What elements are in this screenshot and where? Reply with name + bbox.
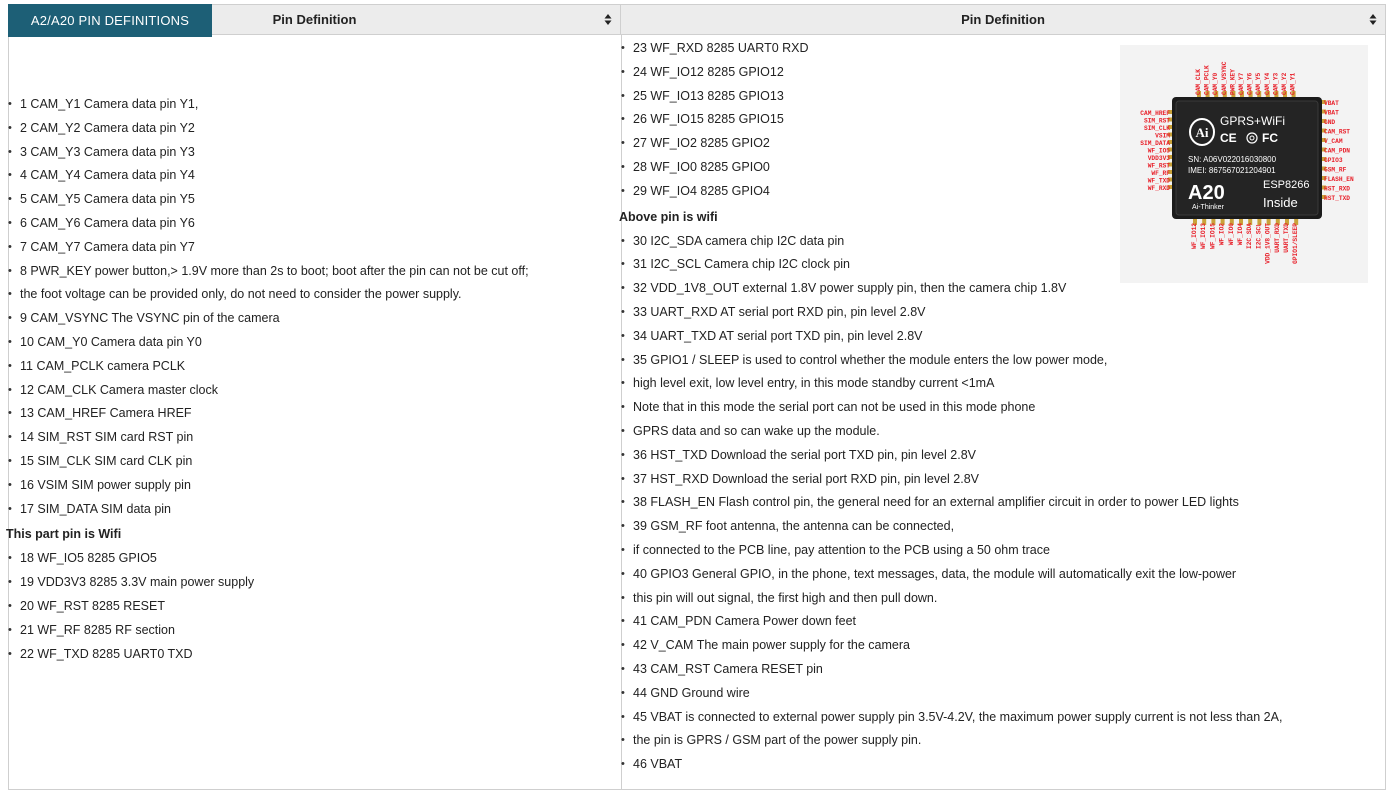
sort-icon[interactable] [1369, 13, 1377, 26]
list-item: • 27 WF_IO2 8285 GPIO2 [619, 132, 1282, 156]
pin-label: HST_TXD [1324, 195, 1350, 202]
pin-label: VSIM [1155, 132, 1170, 140]
column-header-right-label: Pin Definition [961, 12, 1045, 27]
pin-label: CAM_CLK [1195, 69, 1202, 95]
list-item: • 30 I2C_SDA camera chip I2C data pin [619, 230, 1282, 254]
pin-label: CAM_Y6 [1246, 72, 1254, 95]
chip-diagram [1120, 45, 1368, 283]
pin-label: WF_RXD [1147, 185, 1170, 192]
tab-label-text: A2/A20 PIN DEFINITIONS [30, 13, 190, 28]
list-item: • 38 FLASH_EN Flash control pin, the general need for an external amplifier circuit in order to power LED lights [619, 491, 1282, 515]
pin-label: CAM_PDN [1324, 147, 1350, 155]
list-item: • 22 WF_TXD 8285 UART0 TXD [6, 643, 529, 667]
pin-label: CAM_PCLK [1203, 65, 1211, 95]
list-item: • 26 WF_IO15 8285 GPIO15 [619, 108, 1282, 132]
list-item: • 35 GPIO1 / SLEEP is used to control whether the module enters the low power mode, [619, 349, 1282, 373]
list-item: • 44 GND Ground wire [619, 682, 1282, 706]
pin-label: VBAT [1324, 109, 1339, 117]
pin-label: WF_IO4 [1237, 223, 1244, 246]
pin-label: UART_TXD [1283, 223, 1290, 253]
list-item: • 3 CAM_Y3 Camera data pin Y3 [6, 141, 529, 165]
list-item: • 42 V_CAM The main power supply for the camera [619, 634, 1282, 658]
list-item: • 5 CAM_Y5 Camera data pin Y5 [6, 188, 529, 212]
list-item: • 10 CAM_Y0 Camera data pin Y0 [6, 331, 529, 355]
list-item: • 36 HST_TXD Download the serial port TXD pin, pin level 2.8V [619, 444, 1282, 468]
section-heading-wifi: This part pin is Wifi [6, 527, 122, 542]
pin-label: WF_IO2 [1218, 223, 1226, 246]
pin-label: V_CAM [1324, 138, 1343, 145]
table-header [9, 5, 1385, 35]
chip-imei-text: IMEI: 867567021204901 [1188, 166, 1276, 175]
section-heading-above-wifi: Above pin is wifi [619, 209, 718, 224]
list-item: • 25 WF_IO13 8285 GPIO13 [619, 85, 1282, 109]
pin-label: CAM_HREF [1140, 110, 1170, 117]
pin-label: SIM_CLK [1144, 125, 1170, 132]
list-item: • high level exit, low level entry, in this mode standby current <1mA [619, 372, 1282, 396]
left-pin-list-part-b [6, 547, 529, 666]
list-item: • 43 CAM_RST Camera RESET pin [619, 658, 1282, 682]
list-item: • the pin is GPRS / GSM part of the power supply pin. [619, 729, 1282, 753]
pin-label: WF_RF [1151, 170, 1170, 177]
list-item: • 1 CAM_Y1 Camera data pin Y1, [6, 93, 529, 117]
list-item: • 18 WF_IO5 8285 GPIO5 [6, 547, 529, 571]
list-item: • 37 HST_RXD Download the serial port RXD pin, pin level 2.8V [619, 468, 1282, 492]
pin-label: VBAT [1324, 100, 1339, 107]
column-header-left-label: Pin Definition [272, 12, 357, 27]
list-item: • GPRS data and so can wake up the module. [619, 420, 1282, 444]
pin-label: SIM_DATA [1140, 140, 1170, 147]
list-item: • 15 SIM_CLK SIM card CLK pin [6, 450, 529, 474]
pin-label: WF_IO12 [1191, 223, 1198, 249]
pin-label: WF_IO0 [1227, 223, 1235, 246]
list-item: • 29 WF_IO4 8285 GPIO4 [619, 180, 1282, 204]
tab-a2-a20-pin-definitions[interactable] [8, 4, 212, 37]
pin-label: WF_IO5 [1147, 147, 1170, 155]
list-item: • 16 VSIM SIM power supply pin [6, 474, 529, 498]
pin-label: PWR_KEY [1229, 69, 1237, 95]
right-pin-list-part-b [619, 230, 1282, 777]
list-item: • 2 CAM_Y2 Camera data pin Y2 [6, 117, 529, 141]
list-item: • 32 VDD_1V8_OUT external 1.8V power supply pin, then the camera chip 1.8V [619, 277, 1282, 301]
pin-label: UART_RXD [1273, 223, 1281, 253]
left-pin-list-part-a [6, 93, 529, 521]
sort-icon[interactable] [604, 13, 612, 26]
list-item: • 11 CAM_PCLK camera PCLK [6, 355, 529, 379]
list-item: • 40 GPIO3 General GPIO, in the phone, text messages, data, the module will automatically exit the low-power [619, 563, 1282, 587]
list-item: • 17 SIM_DATA SIM data pin [6, 498, 529, 522]
chip-esp-text: ESP8266 [1263, 179, 1310, 191]
chip-maker-text: Ai-Thinker [1192, 204, 1224, 211]
list-item: • 7 CAM_Y7 Camera data pin Y7 [6, 236, 529, 260]
list-item: • 21 WF_RF 8285 RF section [6, 619, 529, 643]
pin-label: WF_IO15 [1209, 223, 1217, 249]
list-item: • the foot voltage can be provided only, do not need to consider the power supply. [6, 283, 529, 307]
pin-label: HST_RXD [1324, 185, 1350, 193]
pin-label: CAM_Y7 [1238, 72, 1245, 95]
pin-label: FLASH_EN [1324, 176, 1354, 183]
chip-brand-text: GPRS+WiFi [1220, 114, 1286, 128]
pin-label: CAM_Y0 [1212, 72, 1220, 95]
list-item: • 14 SIM_RST SIM card RST pin [6, 426, 529, 450]
list-item: • 13 CAM_HREF Camera HREF [6, 402, 529, 426]
pin-label: CAM_Y2 [1281, 72, 1288, 95]
pin-label: I2C_SDA [1246, 223, 1254, 249]
a20-module-pinout-image [1120, 45, 1368, 283]
list-item: • Note that in this mode the serial port can not be used in this mode phone [619, 396, 1282, 420]
list-item: • 19 VDD3V3 8285 3.3V main power supply [6, 571, 529, 595]
pin-label: CAM_Y4 [1263, 72, 1271, 95]
pin-label: WF_TXD [1147, 177, 1170, 185]
chip-ce-mark: CE [1220, 131, 1237, 145]
chip-serial-text: SN: A06V022016030800 [1188, 155, 1277, 164]
pin-label: GND [1324, 119, 1336, 126]
list-item: • if connected to the PCB line, pay attention to the PCB using a 50 ohm trace [619, 539, 1282, 563]
list-item: • 39 GSM_RF foot antenna, the antenna can be connected, [619, 515, 1282, 539]
chip-model-text: A20 [1188, 182, 1225, 204]
pin-label: CAM_Y5 [1255, 72, 1263, 95]
list-item: • 45 VBAT is connected to external power supply pin 3.5V-4.2V, the maximum power supply current is not less than 2A, [619, 706, 1282, 730]
list-item: • 12 CAM_CLK Camera master clock [6, 379, 529, 403]
list-item: • 46 VBAT [619, 753, 1282, 777]
pin-label: WF_RST [1147, 162, 1170, 170]
pin-label: CAM_VSYNC [1220, 61, 1228, 95]
list-item: • 41 CAM_PDN Camera Power down feet [619, 610, 1282, 634]
chip-inside-text: Inside [1263, 195, 1298, 210]
pin-label: WF_IO13 [1200, 223, 1208, 249]
pin-label: GPIO1/SLEEP [1292, 223, 1300, 264]
pin-label: SIM_RST [1144, 117, 1170, 125]
pin-label: GSM_RF [1324, 166, 1347, 174]
list-item: • 34 UART_TXD AT serial port TXD pin, pin level 2.8V [619, 325, 1282, 349]
pin-label: CAM_RST [1324, 128, 1350, 136]
list-item: • 23 WF_RXD 8285 UART0 RXD [619, 37, 1282, 61]
column-header-right[interactable] [621, 5, 1385, 34]
pin-label: CAM_Y3 [1272, 72, 1280, 95]
pin-label: I2C_SCL [1255, 223, 1263, 249]
chip-logo-text: Ai [1195, 125, 1209, 140]
pin-label: VDD3V3 [1147, 155, 1170, 162]
chip-fc-mark: FC [1262, 131, 1278, 145]
left-pin-list [6, 93, 529, 666]
list-item: • 4 CAM_Y4 Camera data pin Y4 [6, 164, 529, 188]
pin-label: VDD_1V8_OUT [1264, 223, 1272, 264]
list-item: • 31 I2C_SCL Camera chip I2C clock pin [619, 253, 1282, 277]
list-item: • 20 WF_RST 8285 RESET [6, 595, 529, 619]
list-item: • this pin will out signal, the first high and then pull down. [619, 587, 1282, 611]
pin-label: CAM_Y1 [1289, 72, 1297, 95]
pin-label: GPIO3 [1324, 157, 1343, 164]
list-item: • 28 WF_IO0 8285 GPIO0 [619, 156, 1282, 180]
list-item: • 33 UART_RXD AT serial port RXD pin, pin level 2.8V [619, 301, 1282, 325]
list-item: • 6 CAM_Y6 Camera data pin Y6 [6, 212, 529, 236]
list-item: • 9 CAM_VSYNC The VSYNC pin of the camera [6, 307, 529, 331]
list-item: • 8 PWR_KEY power button,> 1.9V more than 2s to boot; boot after the pin can not be cut off; [6, 260, 529, 284]
list-item: • 24 WF_IO12 8285 GPIO12 [619, 61, 1282, 85]
